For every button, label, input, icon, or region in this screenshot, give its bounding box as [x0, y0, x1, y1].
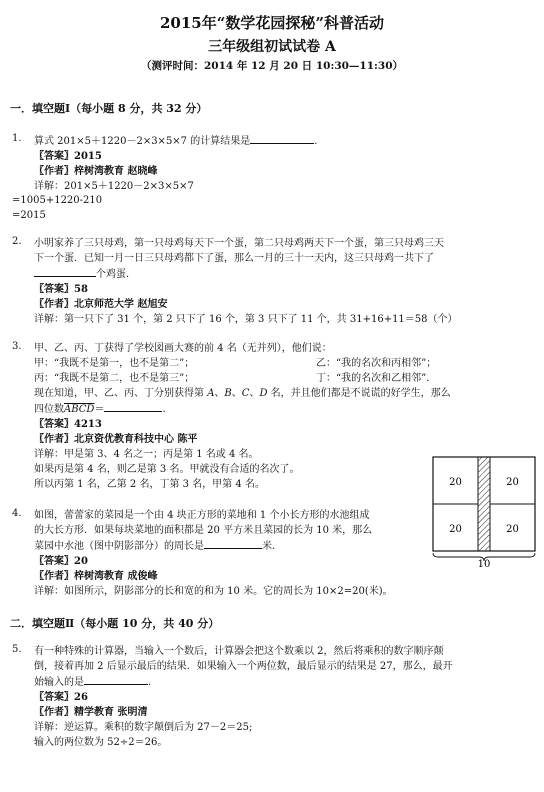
document-title: 2015年“数学花园探秘”科普活动 [159, 14, 384, 32]
separator: 、 [231, 388, 242, 399]
statement-jia: 甲：“我既不是第一，也不是第二”； [34, 358, 195, 369]
solution-line: =2015 [12, 210, 46, 221]
answer-line: 〖答案〗26 [34, 692, 88, 703]
statement-ding: 丁：“我的名次和乙相邻”． [316, 373, 437, 384]
author-line: 〖作者〗北京资优教育科技中心 陈平 [34, 434, 198, 445]
question-number-5: 5. [12, 644, 22, 655]
solution-line: 详解：如图所示，阴影部分的长和宽的和为 10 米。它的周长为 10×2=20(米)。 [34, 586, 393, 597]
document-subtitle: 三年级组初试试卷 A [208, 39, 336, 55]
statement-yi: 乙：“我的名次和丙相邻”； [316, 358, 437, 369]
question-1 [34, 133, 534, 194]
question-text: 算式 201×5＋1220－2×3×5×7 的计算结果是 [34, 136, 251, 147]
solution-line: 输入的两位数为 52÷2＝26。 [34, 737, 168, 748]
question-number-4: 4. [12, 508, 22, 519]
question-text: 小明家养了三只母鸡，第一只母鸡每天下一个蛋，第二只母鸡两天下一个蛋，第三只母鸡三天 [34, 238, 444, 249]
question-text: . [162, 404, 166, 415]
question-number-1: 1. [12, 133, 22, 144]
plot-area-label: 20 [506, 524, 519, 535]
question-text: 甲、乙、丙、丁获得了学校図画大赛的前 4 名（无并列），他们说： [34, 343, 332, 354]
solution-line: 详解：逆运算。乘积的数字颠倒后为 27－2＝25; [34, 722, 253, 733]
author-line: 〖作者〗精学教育 张明清 [34, 707, 148, 718]
section-heading-2: 二．填空题Ⅱ（每小题 10 分，共 40 分） [10, 617, 220, 630]
separator: 、 [249, 388, 260, 399]
solution-line: 详解：第一只下了 31 个，第 2 只下了 16 个，第 3 只下了 11 个，共 31+16+11＝58（个） [34, 314, 458, 325]
question-text: . [314, 136, 318, 147]
solution-line: 如果丙是第 4 名，则乙是第 3 名。甲就没有合适的名次了。 [34, 464, 300, 475]
solution-line: =1005+1220-210 [12, 195, 103, 206]
width-label: 10 [477, 559, 491, 568]
question-text: 菜园中水池（图中阴影部分）的周长是 [34, 541, 204, 552]
plot-area-label: 20 [449, 524, 462, 535]
statement-bing: 丙：“我既不是第二，也不是第三”； [34, 373, 195, 384]
question-text: 如图，蕾蕾家的菜园是一个由 4 块正方形的菜地和 1 个小长方形的水池组成 [34, 510, 370, 521]
answer-line: 〖答案〗58 [34, 284, 88, 295]
plot-area-label: 20 [506, 477, 519, 488]
answer-blank [250, 133, 314, 144]
separator: 、 [214, 388, 225, 399]
garden-diagram [432, 456, 536, 568]
variable-b: B [224, 388, 232, 399]
question-text: 现在知道，甲、乙、丙、丁分别获得第 [34, 388, 204, 399]
variable-a: A [207, 388, 215, 399]
four-digit-number: ABCD [64, 404, 95, 415]
question-5 [34, 644, 534, 750]
plot-area-label: 20 [449, 477, 462, 488]
question-number-3: 3. [12, 341, 22, 352]
answer-blank [104, 401, 162, 412]
question-text: 个鸡蛋． [96, 269, 136, 280]
answer-line: 〖答案〗20 [34, 556, 88, 567]
answer-blank [204, 538, 262, 549]
question-text: 的大长方形．如果每块菜地的面积都是 20 平方米且菜园的长为 10 米，那么 [34, 525, 373, 536]
question-text: 始输入的是 [34, 677, 84, 688]
question-text: 倒，接着再加 2 后显示最后的结果．如果输入一个两位数，最后显示的结果是 27，那么，最开 [34, 661, 453, 672]
question-text: 名，并且他们都是不说谎的好学生，那么 [270, 388, 451, 399]
exam-time: （测评时间：2014 年 12 月 20 日 10:30—11:30） [140, 60, 404, 72]
variable-c: C [241, 388, 250, 399]
answer-line: 〖答案〗4213 [34, 419, 102, 430]
question-text: . [148, 677, 152, 688]
equals-sign: ＝ [94, 404, 105, 415]
question-2 [34, 236, 534, 327]
question-3 [34, 341, 534, 462]
author-line: 〖作者〗北京师范大学 赵旭安 [34, 299, 168, 310]
solution-line: 详解：201×5＋1220－2×3×5×7 [34, 181, 194, 192]
question-text: 下一个蛋．已知一月一日三只母鸡都下了蛋，那么一月的三十一天内，这三只母鸡一共下了 [34, 253, 434, 264]
variable-d: D [259, 388, 268, 399]
pond-shaded [478, 457, 490, 551]
section-heading-1: 一．填空题Ⅰ（每小题 8 分，共 32 分） [10, 102, 208, 115]
author-line: 〖作者〗梓树湾教育 成俊峰 [34, 571, 158, 582]
answer-blank [84, 674, 148, 685]
solution-continued [12, 193, 512, 223]
question-number-2: 2. [12, 236, 22, 247]
question-text: 米. [262, 541, 276, 552]
question-text: 四位数 [34, 404, 64, 415]
author-line: 〖作者〗梓树湾教育 赵晓峰 [34, 166, 158, 177]
question-text: 有一种特殊的计算器，当输入一个数后，计算器会把这个数乘以 2，然后将乘积的数字顺序颠 [34, 646, 444, 657]
solution-line: 所以丙第 1 名，乙第 2 名，丁第 3 名，甲第 4 名。 [34, 479, 265, 490]
answer-line: 〖答案〗2015 [34, 151, 102, 162]
question-4 [34, 508, 424, 599]
answer-blank [34, 266, 96, 277]
solution-line: 详解：甲是第 3、4 名之一；丙是第 1 名或 4 名。 [34, 449, 259, 460]
